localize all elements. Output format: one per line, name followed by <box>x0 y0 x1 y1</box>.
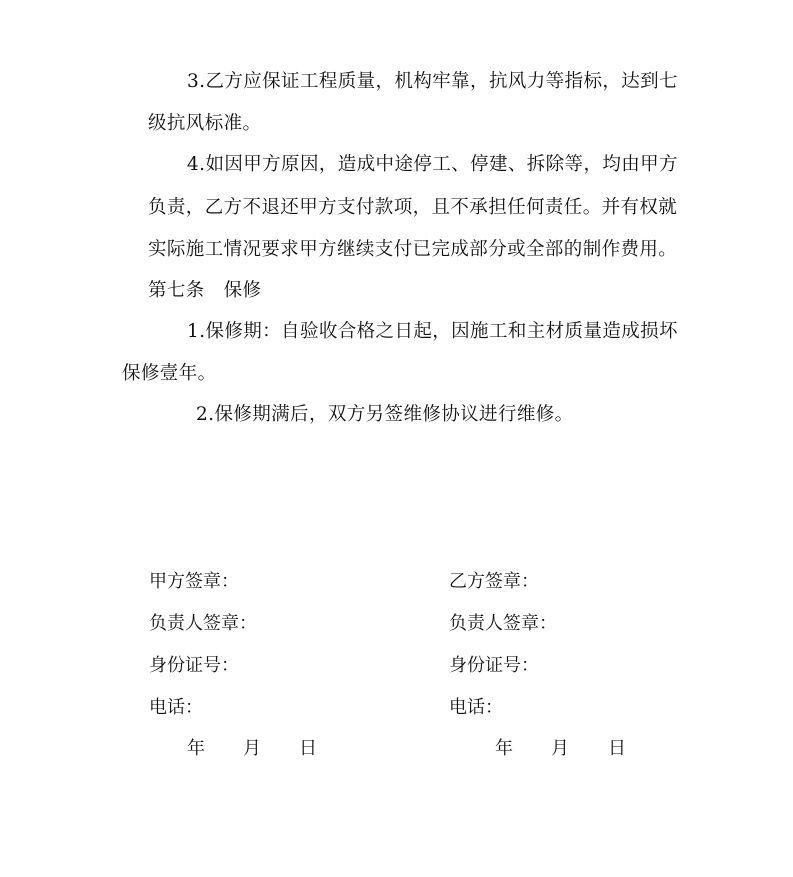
party-b-day-label: 日 <box>608 738 626 759</box>
warranty-clause-2: 2.保修期满后，双方另签维修协议进行维修。 <box>196 404 574 425</box>
party-b-seal-label: 乙方签章： <box>449 571 539 592</box>
clause-4-line-1: 4.如因甲方原因，造成中途停工、停建、拆除等，均由甲方 <box>187 154 678 175</box>
party-b-year-label: 年 <box>495 738 513 759</box>
party-b-month-label: 月 <box>551 738 569 759</box>
clause-4-line-2: 负责，乙方不退还甲方支付款项，且不承担任何责任。并有权就 <box>148 197 678 218</box>
party-a-day-label: 日 <box>299 738 317 759</box>
warranty-clause-1-line-1: 1.保修期：自验收合格之日起，因施工和主材质量造成损坏 <box>187 321 678 342</box>
party-a-seal-label: 甲方签章： <box>149 571 239 592</box>
party-a-responsible-label: 负责人签章： <box>149 613 257 634</box>
party-a-year-label: 年 <box>187 738 205 759</box>
warranty-clause-1-line-2: 保修壹年。 <box>122 363 217 384</box>
party-b-phone-label: 电话： <box>449 697 503 718</box>
party-a-month-label: 月 <box>243 738 261 759</box>
section-heading: 第七条 保修 <box>148 280 262 301</box>
clause-4-line-3: 实际施工情况要求甲方继续支付已完成部分或全部的制作费用。 <box>148 239 678 260</box>
party-a-id-label: 身份证号： <box>149 655 239 676</box>
clause-3-line-2: 级抗风标准。 <box>148 113 262 134</box>
clause-3-line-1: 3.乙方应保证工程质量，机构牢靠，抗风力等指标，达到七 <box>187 71 678 92</box>
party-b-id-label: 身份证号： <box>449 655 539 676</box>
party-a-phone-label: 电话： <box>149 697 203 718</box>
party-b-responsible-label: 负责人签章： <box>449 613 557 634</box>
